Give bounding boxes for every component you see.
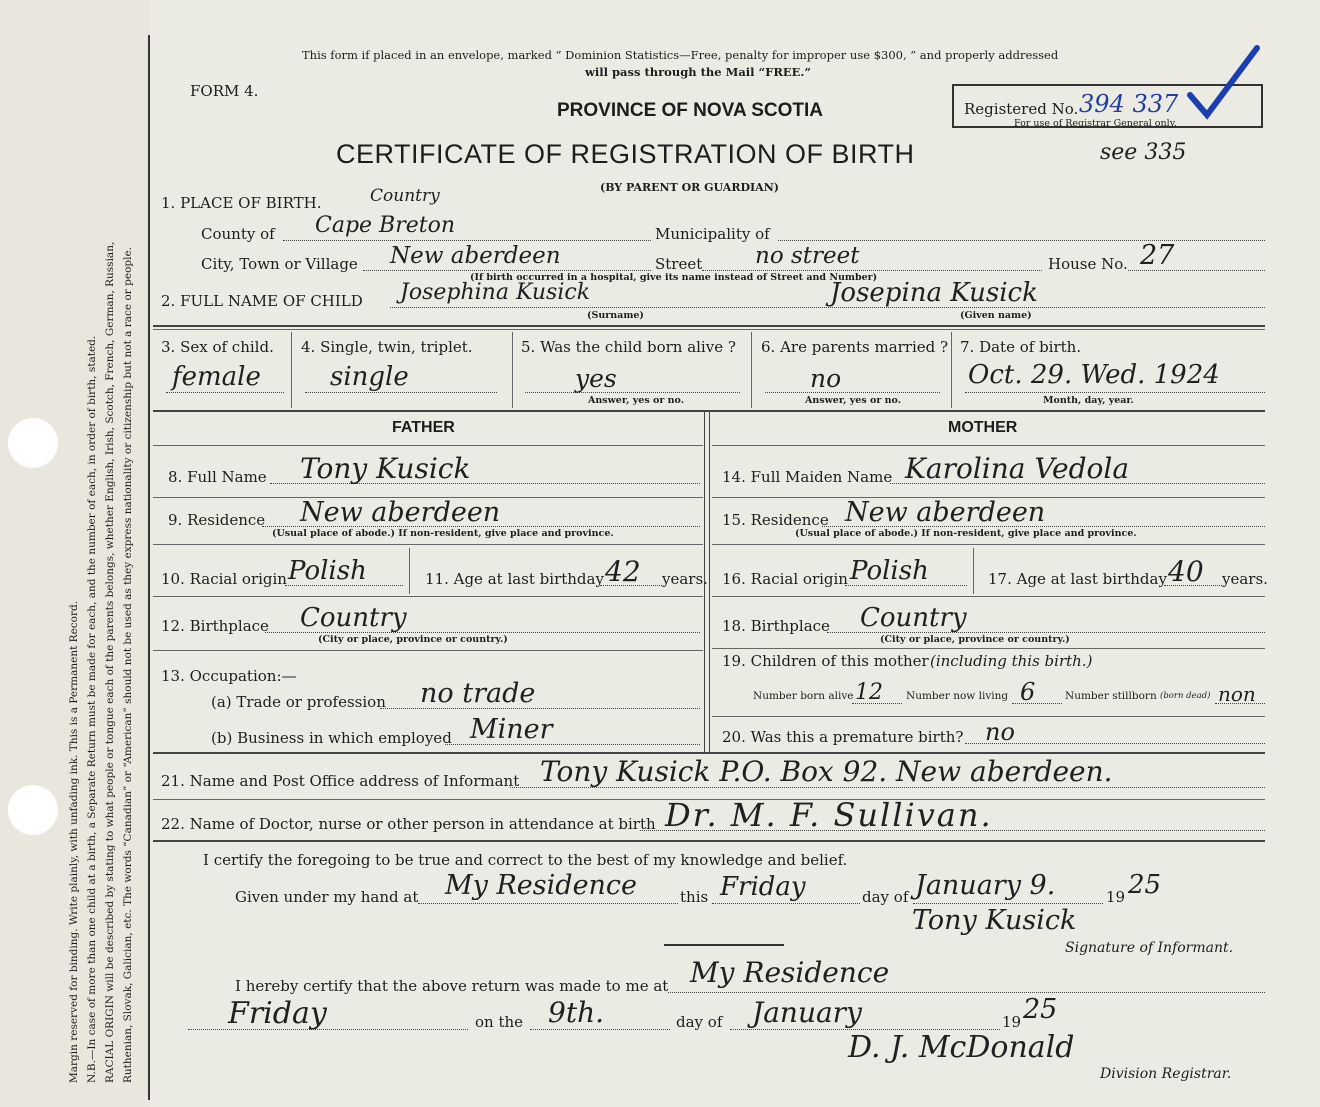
registrar-day-of-label: day of xyxy=(676,1013,723,1031)
certify-statement: I certify the foregoing to be true and correct to the best of my knowledge and belief. xyxy=(203,851,848,869)
rule-parents-bottom xyxy=(153,752,1265,754)
trade-value: no trade xyxy=(420,678,536,709)
place-of-birth-label: 1. PLACE OF BIRTH. xyxy=(161,194,322,212)
hospital-note: (If birth occurred in a hospital, give its name instead of Street and Number) xyxy=(470,272,878,283)
registrar-year-value: 25 xyxy=(1023,994,1058,1025)
year-value: 25 xyxy=(1128,870,1162,900)
registrar-signature: D. J. McDonald xyxy=(848,1030,1075,1065)
day-of-label: day of xyxy=(862,888,909,906)
mother-heading: MOTHER xyxy=(948,419,1018,436)
registrar-place-value: My Residence xyxy=(690,956,890,989)
father-heading: FATHER xyxy=(392,419,455,436)
registrar-day-value: Friday xyxy=(228,996,327,1031)
registered-label: Registered No. xyxy=(964,100,1079,118)
divider-3-4 xyxy=(291,332,292,408)
margin-note-line2: N.B.—In case of more than one child at a birth, a Separate Return must be made for each, and the number of each, in order of birth, stated. xyxy=(86,335,98,1083)
rule-19 xyxy=(712,716,1265,717)
certificate-subtitle: (BY PARENT OR GUARDIAN) xyxy=(600,181,779,194)
child-name-line xyxy=(390,307,1265,308)
living-count-value: 6 xyxy=(1020,678,1036,706)
children-label: 19. Children of this mother xyxy=(722,652,929,670)
father-residence-caption: (Usual place of abode.) If non-resident, give place and province. xyxy=(272,528,614,539)
binding-margin xyxy=(0,0,150,1107)
mother-name-value: Karolina Vedola xyxy=(905,452,1130,485)
father-racial-label: 10. Racial origin xyxy=(161,570,287,588)
parents-married-value: no xyxy=(810,364,842,393)
city-value: New aberdeen xyxy=(390,243,561,269)
born-alive-caption: Answer, yes or no. xyxy=(588,395,685,406)
mother-racial-label: 16. Racial origin xyxy=(722,570,848,588)
rule-mother-heading xyxy=(712,445,1265,446)
rule-father-heading xyxy=(153,445,703,446)
informant-signature: Tony Kusick xyxy=(912,905,1077,936)
mother-residence-value: New aberdeen xyxy=(845,497,1046,528)
rule-18 xyxy=(712,648,1265,649)
registrar-place-line xyxy=(668,992,1265,993)
rule-top-row-2 xyxy=(153,329,1265,330)
sex-line xyxy=(166,392,284,393)
year-prefix: 19 xyxy=(1106,888,1126,906)
street-line xyxy=(702,270,1042,271)
divider-5-6 xyxy=(751,332,752,408)
informant-signature-caption: Signature of Informant. xyxy=(1065,940,1234,956)
mother-birthplace-label: 18. Birthplace xyxy=(722,617,830,635)
father-age-unit: years. xyxy=(662,570,708,588)
cross-reference-note: see 335 xyxy=(1100,140,1187,165)
surname-caption: (Surname) xyxy=(587,310,644,321)
trade-label: (a) Trade or profession xyxy=(211,693,386,711)
mother-name-label: 14. Full Maiden Name xyxy=(722,468,893,486)
father-birthplace-caption: (City or place, province or country.) xyxy=(318,634,508,645)
premature-label: 20. Was this a premature birth? xyxy=(722,728,964,746)
this-line xyxy=(712,903,860,904)
father-residence-value: New aberdeen xyxy=(300,497,501,528)
born-alive-count-value: 12 xyxy=(855,680,883,705)
informant-label: 21. Name and Post Office address of Informant xyxy=(161,772,520,790)
this-label: this xyxy=(680,888,709,906)
born-alive-label: 5. Was the child born alive ? xyxy=(521,338,736,356)
father-birthplace-value: Country xyxy=(300,603,407,633)
on-the-value: 9th. xyxy=(548,996,604,1029)
checkmark-icon xyxy=(1185,40,1265,130)
born-alive-value: yes xyxy=(575,364,617,393)
born-alive-count-label: Number born alive xyxy=(753,690,854,702)
registrar-year-prefix: 19 xyxy=(1002,1013,1022,1031)
child-surname-value: Josephina Kusick xyxy=(400,280,591,305)
living-count-label: Number now living xyxy=(906,690,1009,702)
parents-married-caption: Answer, yes or no. xyxy=(805,395,902,406)
mail-notice-free: will pass through the Mail “FREE.” xyxy=(585,65,812,79)
father-birthplace-label: 12. Birthplace xyxy=(161,617,269,635)
child-name-label: 2. FULL NAME OF CHILD xyxy=(161,292,363,310)
date-of-birth-line xyxy=(965,392,1265,393)
margin-rule xyxy=(148,35,150,1100)
rule-10 xyxy=(153,596,703,597)
mother-residence-label: 15. Residence xyxy=(722,511,829,529)
date-of-birth-value: Oct. 29. Wed. 1924 xyxy=(968,360,1220,390)
stillborn-count-value: non xyxy=(1218,682,1256,706)
given-place-value: My Residence xyxy=(445,870,638,901)
mail-notice: This form if placed in an envelope, marked “ Dominion Statistics—Free, penalty for improper use $300, ” and properly addressed xyxy=(302,48,1059,62)
mother-age-unit: years. xyxy=(1222,570,1268,588)
given-under-hand-label: Given under my hand at xyxy=(235,888,419,906)
divider-6-7 xyxy=(951,332,952,408)
divider-4-5 xyxy=(512,332,513,408)
given-place-line xyxy=(418,903,678,904)
stillborn-count-label: Number stillborn xyxy=(1065,690,1157,702)
doctor-label: 22. Name of Doctor, nurse or other person in attendance at birth xyxy=(161,815,656,833)
city-label: City, Town or Village xyxy=(201,255,358,273)
father-age-value: 42 xyxy=(605,555,641,588)
on-the-line xyxy=(530,1029,670,1030)
plurality-line xyxy=(305,392,497,393)
father-name-label: 8. Full Name xyxy=(168,468,267,486)
plurality-label: 4. Single, twin, triplet. xyxy=(301,338,473,356)
informant-value: Tony Kusick P.O. Box 92. New aberdeen. xyxy=(540,755,1113,788)
certificate-title: CERTIFICATE OF REGISTRATION OF BIRTH xyxy=(336,139,915,169)
mother-residence-caption: (Usual place of abode.) If non-resident, give place and province. xyxy=(795,528,1137,539)
business-value: Miner xyxy=(470,714,553,745)
children-note: (including this birth.) xyxy=(930,652,1093,670)
county-line xyxy=(283,240,651,241)
punch-hole-bottom xyxy=(8,785,58,835)
day-of-line xyxy=(913,903,1103,904)
municipality-line xyxy=(778,240,1265,241)
date-of-birth-caption: Month, day, year. xyxy=(1043,395,1134,406)
sex-label: 3. Sex of child. xyxy=(161,338,274,356)
business-label: (b) Business in which employed xyxy=(211,729,452,747)
day-of-value: January 9. xyxy=(915,870,1056,901)
mother-age-value: 40 xyxy=(1168,555,1204,588)
municipality-label: Municipality of xyxy=(655,225,770,243)
rule-certification-top xyxy=(153,840,1265,842)
mother-age-label: 17. Age at last birthday xyxy=(988,570,1167,588)
parents-married-label: 6. Are parents married ? xyxy=(761,338,949,356)
stillborn-note: (born dead) xyxy=(1160,691,1211,701)
rule-15 xyxy=(712,544,1265,545)
on-the-label: on the xyxy=(475,1013,524,1031)
rule-9 xyxy=(153,544,703,545)
child-given-value: Josepina Kusick xyxy=(830,278,1038,308)
occupation-label: 13. Occupation:— xyxy=(161,667,297,685)
division-registrar-caption: Division Registrar. xyxy=(1100,1066,1232,1082)
rule-top-row xyxy=(153,325,1265,327)
house-value: 27 xyxy=(1140,240,1175,271)
father-name-value: Tony Kusick xyxy=(300,452,471,485)
place-of-birth-note: Country xyxy=(370,186,440,206)
doctor-value: Dr. M. F. Sullivan. xyxy=(665,796,993,834)
registrar-statement: I hereby certify that the above return was made to me at xyxy=(235,977,669,995)
margin-note-line3: RACIAL ORIGIN will be described by stating to what people or tongue each of the parents belongs, whether English, Irish, Scotch, French, German, Russian, xyxy=(104,241,116,1083)
street-value: no street xyxy=(755,243,860,269)
margin-note-line1: Margin reserved for binding. Write plainly, with unfading ink. This is a Permanent Record. xyxy=(68,600,80,1083)
father-residence-label: 9. Residence xyxy=(168,511,266,529)
father-age-label: 11. Age at last birthday xyxy=(425,570,604,588)
punch-hole-top xyxy=(8,418,58,468)
divider-10-11 xyxy=(409,548,410,594)
rule-16 xyxy=(712,596,1265,597)
father-racial-value: Polish xyxy=(288,556,367,586)
county-value: Cape Breton xyxy=(315,213,456,238)
signature-divider xyxy=(664,944,784,946)
this-value: Friday xyxy=(720,872,806,902)
registrar-month-value: January xyxy=(752,996,862,1029)
mother-racial-value: Polish xyxy=(850,556,929,586)
street-label: Street xyxy=(655,255,703,273)
given-name-caption: (Given name) xyxy=(960,310,1032,321)
premature-value: no xyxy=(985,718,1015,746)
divider-16-17 xyxy=(973,548,974,594)
sex-value: female xyxy=(172,362,261,392)
parents-divider-right xyxy=(709,412,710,752)
city-line xyxy=(363,270,651,271)
province-heading: PROVINCE OF NOVA SCOTIA xyxy=(557,100,824,121)
date-of-birth-label: 7. Date of birth. xyxy=(960,338,1082,356)
rule-12 xyxy=(153,650,703,651)
mother-birthplace-caption: (City or place, province or country.) xyxy=(880,634,1070,645)
registrar-use-note: For use of Registrar General only. xyxy=(1014,118,1177,129)
house-label: House No. xyxy=(1048,255,1128,273)
born-alive-line xyxy=(525,392,740,393)
form-number: FORM 4. xyxy=(190,82,259,100)
county-label: County of xyxy=(201,225,275,243)
margin-note-line4: Ruthenian, Slovak, Galician, etc. The words “Canadian” or “American” should not be used as they express nationality or citizenship but not a race or people. xyxy=(122,246,134,1083)
mother-birthplace-value: Country xyxy=(860,603,967,633)
registered-number: 394 337 xyxy=(1079,90,1179,118)
plurality-value: single xyxy=(330,362,409,392)
parents-married-line xyxy=(765,392,940,393)
